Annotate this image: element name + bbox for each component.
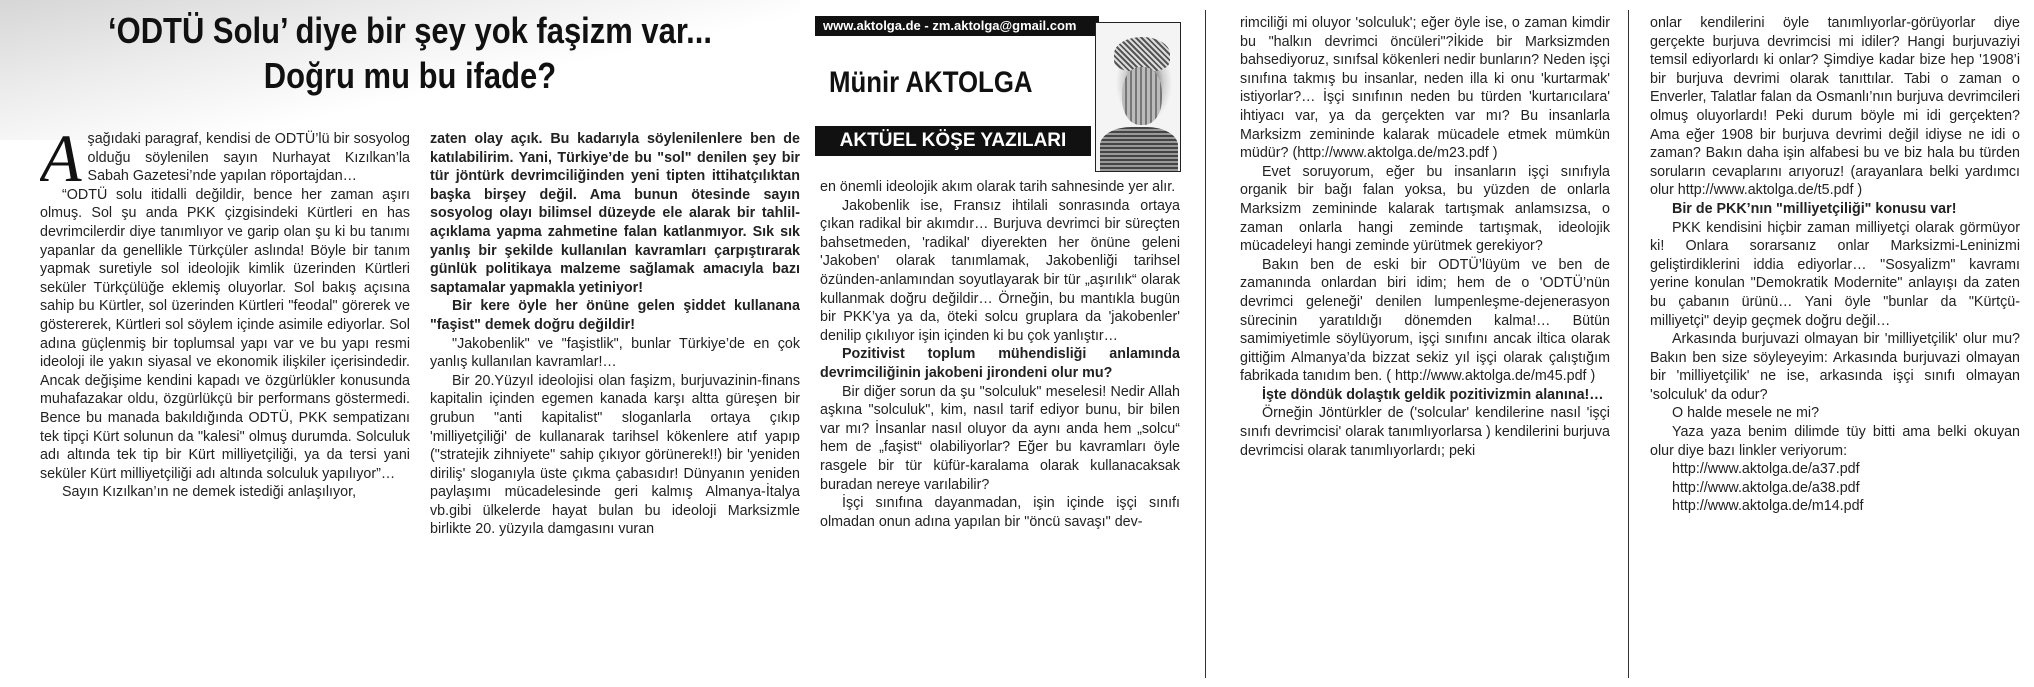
paragraph: "Jakobenlik" ve "faşistlik", bunlar Türkiye’de en çok yanlış kullanılan kavramlar!…	[430, 335, 800, 371]
paragraph: Jakobenlik ise, Fransız ihtilali sonrasında ortaya çıkan radikal bir akımdır… Burjuva devrimci bir süreçten bahsetmeden, 'radikal' diyerekten her önüne geleni 'Jakoben' olarak tanımlamak, Jakobenliği tarihsel özünden-anlamından soyutlayarak bir tür „aşırılık“ olarak kullanmak doğru değildir… Örneğin, bu mantıkla bugün bir PKK’ya ya da, öteki solcu gruplara da 'jakobenler' denilip çıkılıyor işin içinden ki bu çok yanlıştır…	[820, 197, 1180, 344]
link[interactable]: http://www.aktolga.de/a38.pdf	[1672, 479, 1860, 496]
link[interactable]: http://www.aktolga.de/m14.pdf	[1672, 498, 1864, 515]
paragraph: Bir diğer sorun da şu "solculuk" meselesi! Nedir Allah aşkına "solculuk", kim, nasıl tarif ediyor bunu, bir bilen var mı? İnsanlar nasıl oluyor da aynı anda hem „solcu“ hem de „faşist“ olabiliyorlar? Eğer bu kavramları öyle rasgele bir tür küfür-karalama olarak kullanacaksak buradan nereye varılabilir?	[820, 383, 1180, 493]
subheading: Bir kere öyle her önüne gelen şiddet kullanana "faşist" demek doğru değildir!	[430, 298, 800, 333]
contact-bar: www.aktolga.de - zm.aktolga@gmail.com	[815, 16, 1099, 36]
column-header	[815, 10, 1185, 178]
paragraph-text: şağıdaki paragraf, kendisi de ODTÜ’lü bir sosyolog olduğu söylenilen sayın Nurhayat Kızılkan’la Sabah Gazetesi’nde yapılan röportajdan…	[87, 131, 410, 185]
article-column-5	[1650, 14, 2020, 675]
author-photo-hair	[1114, 37, 1170, 71]
paragraph: PKK kendisini hiçbir zaman milliyetçi olarak görmüyor ki! Onlara sorarsanız onlar Marksizmi-Leninizmi geliştirdiklerini iddia ediyorlar… "Sosyalizm" kavramı yerine konulan "Demokratik Modernite" anlayışı da zaten bu çabanın ürünü… Yani öyle "bunlar da "Kürtçü- milliyetçi" deyip geçmek doğru değil…	[1650, 219, 2020, 329]
paragraph: onlar kendilerini öyle tanımlıyorlar-görüyorlar diye gerçekte burjuva devrimcisi mi idiler? Hangi burjuvaziyi temsil ediyorlardı ki onlar? Şimdiye kadar bize hep '1908’i bir burjuva devrimi olarak tanıttılar. Tabi o zaman o Enverler, Talatlar falan da Osmanlı’nın burjuva devrimcileri olmuş oluyorlardı! Peki durum böyle mi idi gerçekten? Ama eğer 1908 bir burjuva devrimi değil idiyse ne idi o zaman? Bakın daha işin alfabesi bu ve biz hala bu türden soruların cevaplarını arıyoruz! (arayanlara belki yardımcı olur http://www.aktolga.de/t5.pdf )	[1650, 15, 2020, 199]
paragraph	[40, 130, 410, 196]
article-column-4	[1240, 14, 1610, 675]
column-divider	[1628, 10, 1629, 678]
subheading: İşte döndük dolaştık geldik pozitivizmin alanına!…	[1262, 386, 1604, 403]
link[interactable]: http://www.aktolga.de/a37.pdf	[1672, 461, 1860, 478]
subheading: Pozitivist toplum mühendisliği anlamında devrimciliğinin jakobeni jirondeni olur mu?	[820, 346, 1180, 381]
headline-line1: ‘ODTÜ Solu’ diye bir şey yok faşizm var...	[108, 10, 712, 51]
paragraph: Yaza yaza benim dilimde tüy bitti ama belki okuyan olur diye bazı linkler veriyorum:	[1650, 424, 2020, 459]
subheading: Bir de PKK’nın "milliyetçiliği" konusu var!	[1672, 200, 1957, 217]
headline	[83, 8, 737, 98]
column-divider	[1205, 10, 1206, 678]
author-name: Münir AKTOLGA	[829, 66, 1033, 99]
paragraph: İşçi sınıfına dayanmadan, işin içinde işçi sınıfı olmadan onun adına yapılan bir "öncü savaşı" dev-	[820, 495, 1180, 530]
paragraph: Sayın Kızılkan’ın ne demek istediği anlaşılıyor,	[62, 484, 357, 501]
paragraph: Bir 20.Yüzyıl ideolojisi olan faşizm, burjuvazinin-finans kapitalin içinden egemen kanada karşı altta güreşen bir grubun "anti kapitalist" sloganlarla ortaya çıkıp 'milliyetçiliği' de kullanarak tarihsel kökenlere atıf yapıp ("stratejik zihniyete" sahip çıkıyor görünerek!!) bir 'yeniden diriliş' sloganıyla üste çıkma çabasıdır! Dünyanın yeniden paylaşımı mücadelesinde geri kalmış Almanya-İtalya vb.gibi ülkelerde hayat bulan bu ideoloji Marksizmle birlikte 20. yüzyıla damgasını vuran	[430, 372, 800, 538]
headline-line2: Doğru mu bu ifade?	[263, 55, 557, 96]
paragraph: Arkasında burjuvazi olmayan bir 'milliyetçilik' olur mu? Bakın ben size söyleyeyim: Arkasında burjuvazi olmayan bir 'milliyetçilik' ne ise, arkasında işçi sınıfı olmayan 'solculuk' da odur?	[1650, 331, 2020, 403]
author-photo-body	[1100, 127, 1178, 172]
paragraph: “ODTÜ solu itidalli değildir, bence her zaman aşırı olmuş. Sol şu anda PKK çizgisindeki Kürtleri en has devrimcilerdir diye tanımlıyor ve garip olan şu ki bu tanımı yapanlar da genellikle Türkçüler aslında! Böyle bir tanım yapmak suretiyle sol ideolojik kimlik üzerinden Kürtleri seküler Türkçülüğe eklemiş oluyorlar. Sol bakış açısına sahip bu Kürtler, sol üzerinden Kürtleri "feodal" görerek ve göstererek, Kürtleri sol söylem içinde asimile ediyorlar. Sol adına güçlenmiş bir toplumsal yapı var ve bu yapı resmi ideoloji ile yakın siyasal ve ekonomik ilişkiler içerisindedir. Ancak değişime kendini kapadı ve özgürlükler konusunda muhafazakar oldu, özgürlükçü bir performans göstermedi. Bence bu manada bakıldığında ODTÜ, PKK sempatizanı tek tipçi Kürt solunun da "kalesi" olmuş durumda. Solculuk adı altında tek tip bir Kürt milliyetçiliği, ya da tersi yani seküler Kürt milliyetçiliği adı altında solculuk yapılıyor”…	[40, 186, 410, 482]
paragraph: zaten olay açık. Bu kadarıyla söylenilenlere ben de katılabilirim. Yani, Türkiye’de bu "sol" denilen şey bir tür jöntürk devrimciliğinden yeni tipten ittihatçılıktan başka birşey değil. Ama bunun ötesinde sayın sosyolog olayı bilimsel düzeyde ele alarak bir tahlil-açıklama yapma zahmetine falan katlanmıyor. Sık sık yanlış bir şekilde kullanılan kavramları çarpıştırarak günlük politikaya malzeme sağlamak amacıyla bazı saptamalar yapmakla yetiniyor!	[430, 131, 800, 296]
paragraph: en önemli ideolojik akım olarak tarih sahnesinde yer alır.	[820, 179, 1176, 195]
paragraph: Bakın ben de eski bir ODTÜ’lüyüm ve ben de zamanında onlardan biri idim; hem de o 'ODTÜ’nün devrimci geleneği' denilen lumpenleşme-dejenerasyon sürecinin yaratıldığı dönemden kalma!… Bütün samimiyetimle söylüyorum, işçi sınıfını ancak iltica olarak gittiğim Almanya’da bizzat sekiz yıl işçi olarak çalıştığım fabrikada tanıdım ben. ( http://www.aktolga.de/m45.pdf )	[1240, 256, 1610, 385]
section-bar: AKTÜEL KÖŞE YAZILARI	[815, 126, 1091, 156]
paragraph: Örneğin Jöntürkler de ('solcular' kendilerine nasıl 'işçi sınıfı devrimcisi' olarak tanımlıyorlarsa ) kendilerini burjuva devrimcisi olarak tanımlıyorlardı; peki	[1240, 405, 1610, 459]
article-column-3	[820, 178, 1180, 675]
paragraph: O halde mesele ne mi?	[1672, 405, 1820, 422]
paragraph: Evet soruyorum, eğer bu insanların işçi sınıfıyla organik bir bağı falan yoksa, bu yüzden de onlarla Marksizm zemininde kalarak tartışmak anlamsızsa, o zaman onlarla hangi zeminde tartışmak, ideolojik mücadeleyi hangi zeminde yürütmek gerekiyor?	[1240, 163, 1610, 255]
paragraph: rimciliği mi oluyor 'solculuk'; eğer öyle ise, o zaman kimdir bu "halkın devrimci öncüleri"?İkide bir Marksizmden bahsediyoruz, sınıfsal kökenleri nedir bunların? Neden işçi sınıfına takmış bu insanlar, neden illa ki onu 'kurtarmak' istiyorlar?… İşçi sınıfının neden bu türden 'kurtarıcılara' ihtiyacı var, ya da gerçekten var mı? Bu insanlarla Marksizm zemininde kalarak mücadele etmek mümkün müdür? (http://www.aktolga.de/m23.pdf )	[1240, 15, 1610, 162]
drop-cap: A	[40, 130, 82, 196]
author-photo-face	[1122, 67, 1162, 125]
article-column-1	[40, 130, 410, 675]
article-column-2	[430, 130, 800, 675]
author-photo	[1095, 22, 1181, 172]
